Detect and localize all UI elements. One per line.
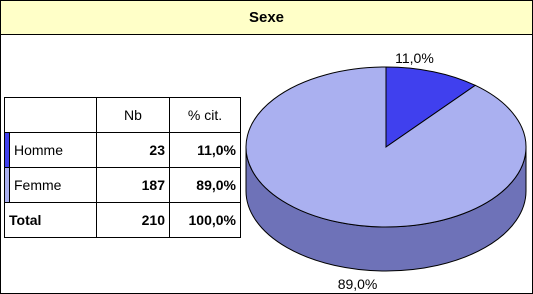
row-pct-homme: 11,0% xyxy=(170,133,241,168)
table-header-row xyxy=(5,98,241,133)
total-nb: 210 xyxy=(97,203,170,238)
row-label-femme: Femme xyxy=(10,168,97,203)
table-row xyxy=(5,133,241,168)
header-label-cell xyxy=(5,98,97,133)
table-row xyxy=(5,168,241,203)
row-label-homme: Homme xyxy=(10,133,97,168)
header-nb: Nb xyxy=(97,98,170,133)
chart-title: Sexe xyxy=(1,1,532,35)
pie-slice-femme xyxy=(246,67,526,227)
pie-chart xyxy=(241,37,531,293)
table-total-row xyxy=(5,203,241,238)
row-nb-femme: 187 xyxy=(97,168,170,203)
total-label: Total xyxy=(5,203,97,238)
pie-label-femme: 89,0% xyxy=(337,276,378,292)
total-pct: 100,0% xyxy=(170,203,241,238)
row-pct-femme: 89,0% xyxy=(170,168,241,203)
frequency-table xyxy=(4,97,241,238)
row-nb-homme: 23 xyxy=(97,133,170,168)
pie-label-homme: 11,0% xyxy=(395,50,434,66)
header-pct: % cit. xyxy=(170,98,241,133)
